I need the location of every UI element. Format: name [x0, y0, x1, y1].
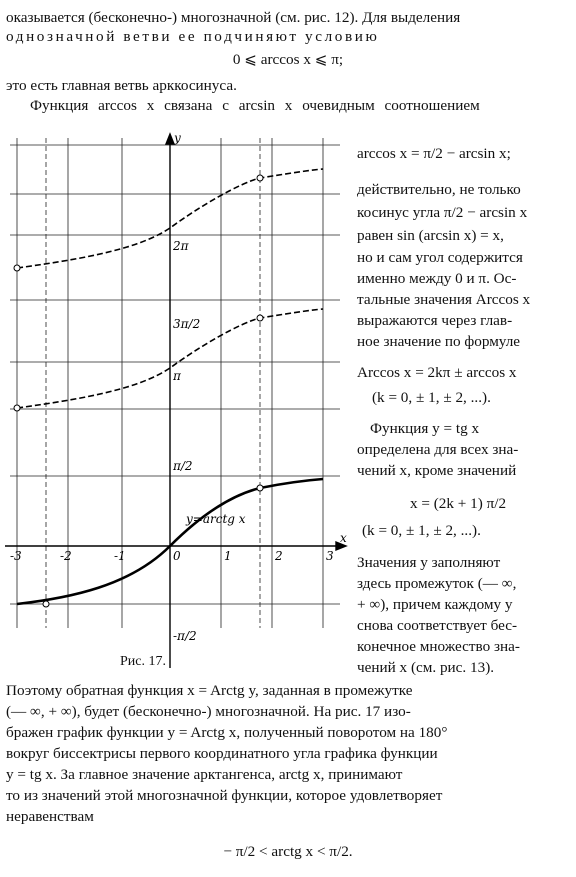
paragraph-line: однозначной ветви ее подчиняют условию — [6, 28, 380, 45]
curve-label: y=arctg x — [186, 512, 246, 526]
formula-arctg-range: − π/2 < arctg x < π/2. — [223, 843, 353, 860]
formula-k-values: (k = 0, ± 1, ± 2, ...). — [372, 389, 491, 406]
column-line: снова соответствует бес- — [357, 617, 518, 634]
column-line: + ∞), причем каждому y — [357, 596, 513, 613]
formula-tg-poles: x = (2k + 1) π/2 — [410, 495, 507, 512]
column-line: чений x, кроме значений — [357, 462, 517, 479]
paragraph-line: неравенствам — [6, 808, 94, 825]
x-tick-label: 2 — [275, 549, 283, 563]
paragraph-line: (— ∞, + ∞), будет (бесконечно-) многозначной. На рис. 17 изо- — [6, 703, 411, 720]
column-line: но и сам угол содержится — [357, 249, 523, 266]
column-line: действительно, не только — [357, 181, 521, 198]
paragraph-line: Поэтому обратная функция x = Arctg y, заданная в промежутке — [6, 682, 413, 699]
formula-arccos-range: 0 ⩽ arccos x ⩽ π; — [232, 51, 344, 68]
formula-k-values: (k = 0, ± 1, ± 2, ...). — [362, 522, 481, 539]
formula-Arccos: Arccos x = 2kπ ± arccos x — [357, 364, 517, 381]
column-line: ное значение по формуле — [357, 333, 521, 350]
y-label-pi-2: π/2 — [173, 459, 193, 473]
column-line: равен sin (arcsin x) = x, — [357, 227, 504, 244]
y-label-2pi: 2π — [173, 239, 189, 253]
x-tick-label: 3 — [326, 549, 334, 563]
column-line: косинус угла π/2 − arcsin x — [357, 204, 528, 221]
axis-label-x: x — [340, 531, 347, 545]
column-line: выражаются через глав- — [357, 312, 513, 329]
paragraph-line: вокруг биссектрисы первого координатного угла графика функции — [6, 745, 438, 762]
x-tick-label: -1 — [114, 549, 126, 563]
column-line: именно между 0 и π. Ос- — [357, 270, 517, 287]
x-tick-label: -2 — [60, 549, 72, 563]
paragraph-line: это есть главная ветвь арккосинуса. — [6, 77, 237, 94]
paragraph-line: Функция arccos x связана с arcsin x очевидным соотношением — [30, 97, 480, 114]
paragraph-line: бражен график функции y = Arctg x, полученный поворотом на 180° — [6, 724, 448, 741]
y-label-minus-pi-2: -π/2 — [173, 629, 197, 643]
x-tick-label: -3 — [10, 549, 22, 563]
column-line: Функция y = tg x — [370, 420, 480, 437]
figure-caption: Рис. 17. — [120, 654, 166, 669]
paragraph-line: то из значений этой многозначной функции, которое удовлетворяет — [6, 787, 443, 804]
paragraph-line: y = tg x. За главное значение арктангенса, arctg x, принимают — [6, 766, 403, 783]
y-label-pi: π — [173, 369, 181, 383]
x-tick-label: 0 — [173, 549, 181, 563]
formula-arccos-arcsin: arccos x = π/2 − arcsin x; — [357, 145, 511, 162]
axis-label-y: y — [174, 131, 181, 145]
column-line: чений x (см. рис. 13). — [357, 659, 495, 676]
column-line: конечное множество зна- — [357, 638, 520, 655]
column-line: здесь промежуток (— ∞, — [357, 575, 517, 592]
column-line: определена для всех зна- — [357, 441, 519, 458]
x-tick-label: 1 — [224, 549, 232, 563]
arctg-graph-figure — [0, 128, 352, 676]
column-line: тальные значения Arccos x — [357, 291, 531, 308]
paragraph-line: оказывается (бесконечно-) многозначной (см. рис. 12). Для выделения — [6, 9, 461, 26]
y-label-3pi-2: 3π/2 — [173, 317, 201, 331]
column-line: Значения y заполняют — [357, 554, 501, 571]
